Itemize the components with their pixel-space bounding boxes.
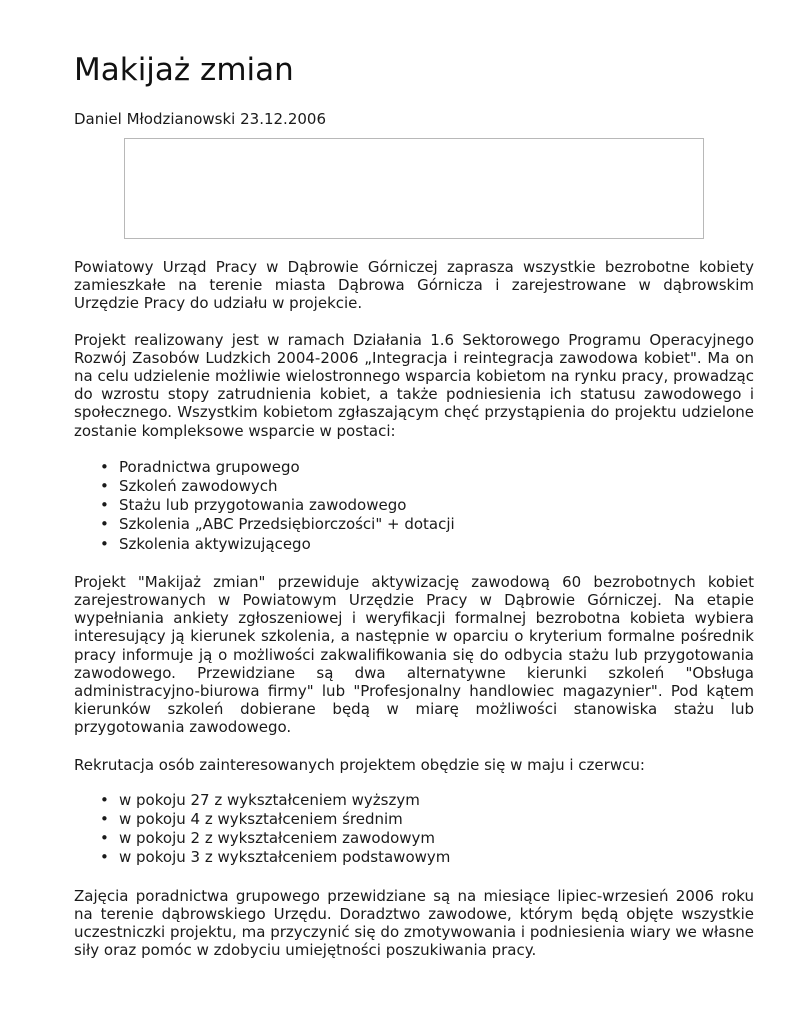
support-list: [74, 458, 754, 554]
list-item: [100, 790, 754, 810]
list-item: [100, 515, 754, 534]
list-item: [100, 496, 754, 515]
recruitment-list: [74, 791, 754, 868]
list-item: [100, 534, 754, 554]
paragraph-project-details: Projekt "Makijaż zmian" przewiduje aktywizację zawodową 60 bezrobotnych kobiet zarejestrowanych w Powiatowym Urzędzie Pracy w Dąbrowie Górniczej. Na etapie wypełniania ankiety zgłoszeniowej i weryfikacji formalnej bezrobotna kobieta wybiera interesujący ją kierunek szkolenia, a następnie w oparciu o kryterium formalne pośrednik pracy informuje ją o możliwości zakwalifikowania się do odbycia stażu lub przygotowania zawodowego. Przewidziane są dwa alternatywne kierunki szkoleń "Obsługa administracyjno-biurowa firmy" lub "Profesjonalny handlowiec magazynier". Pod kątem kierunków szkoleń dobierane będą w miarę możliwości stanowiska stażu lub przygotowania zawodowego.: [74, 572, 754, 737]
bullet-icon: •: [100, 515, 109, 534]
bullet-icon: •: [100, 534, 109, 553]
list-item-text: Poradnictwa grupowego: [119, 457, 300, 476]
paragraph-counseling: Zajęcia poradnictwa grupowego przewidziane są na miesiące lipiec-wrzesień 2006 roku na terenie dąbrowskiego Urzędu. Doradztwo zawodowe, którym będą objęte wszystkie uczestniczki projektu, ma przyczynić się do zmotywowania i podniesienia wiary we własne siły oraz pomóc w zdobyciu umiejętności poszukiwania pracy.: [74, 886, 754, 960]
list-item-text: Szkoleń zawodowych: [119, 477, 278, 496]
bullet-icon: •: [100, 848, 109, 867]
paragraph-recruitment: Rekrutacja osób zainteresowanych projektem obędzie się w maju i czerwcu:: [74, 755, 645, 774]
bullet-icon: •: [100, 477, 109, 496]
bullet-icon: •: [100, 790, 109, 809]
list-item-text: Szkolenia aktywizującego: [119, 534, 311, 553]
list-item-text: w pokoju 3 z wykształceniem podstawowym: [119, 848, 451, 867]
list-item-text: w pokoju 4 z wykształceniem średnim: [119, 810, 403, 829]
bullet-icon: •: [100, 457, 109, 476]
list-item: [100, 810, 754, 829]
article-title: Makijaż zmian: [74, 52, 294, 88]
list-item-text: w pokoju 2 z wykształceniem zawodowym: [119, 829, 436, 848]
paragraph-project-description: Projekt realizowany jest w ramach Działania 1.6 Sektorowego Programu Operacyjnego Rozwój Zasobów Ludzkich 2004-2006 „Integracja i reintegracja zawodowa kobiet". Ma on na celu udzielenie możliwie wielostronnego wsparcia kobietom na rynku pracy, prowadząc do wzrostu stopy zatrudnienia kobiet, a także podniesienia ich statusu zawodowego i społecznego. Wszystkim kobietom zgłaszającym chęć przystąpienia do projektu udzielone zostanie kompleksowe wsparcie w postaci:: [74, 330, 754, 440]
bullet-icon: •: [100, 829, 109, 848]
article-image-placeholder: [124, 138, 704, 239]
list-item-text: w pokoju 27 z wykształceniem wyższym: [119, 790, 420, 809]
paragraph-intro: Powiatowy Urząd Pracy w Dąbrowie Górniczej zaprasza wszystkie bezrobotne kobiety zamieszkałe na terenie miasta Dąbrowa Górnicza i zarejestrowane w dąbrowskim Urzędzie Pracy do udziału w projekcie.: [74, 258, 754, 313]
list-item: [100, 829, 754, 848]
list-item: [100, 457, 754, 477]
list-item: [100, 848, 754, 867]
bullet-icon: •: [100, 810, 109, 829]
list-item-text: Stażu lub przygotowania zawodowego: [119, 496, 407, 515]
list-item-text: Szkolenia „ABC Przedsiębiorczości" + dotacji: [119, 515, 455, 534]
bullet-icon: •: [100, 496, 109, 515]
article-byline: Daniel Młodzianowski 23.12.2006: [74, 110, 326, 128]
list-item: [100, 477, 754, 496]
